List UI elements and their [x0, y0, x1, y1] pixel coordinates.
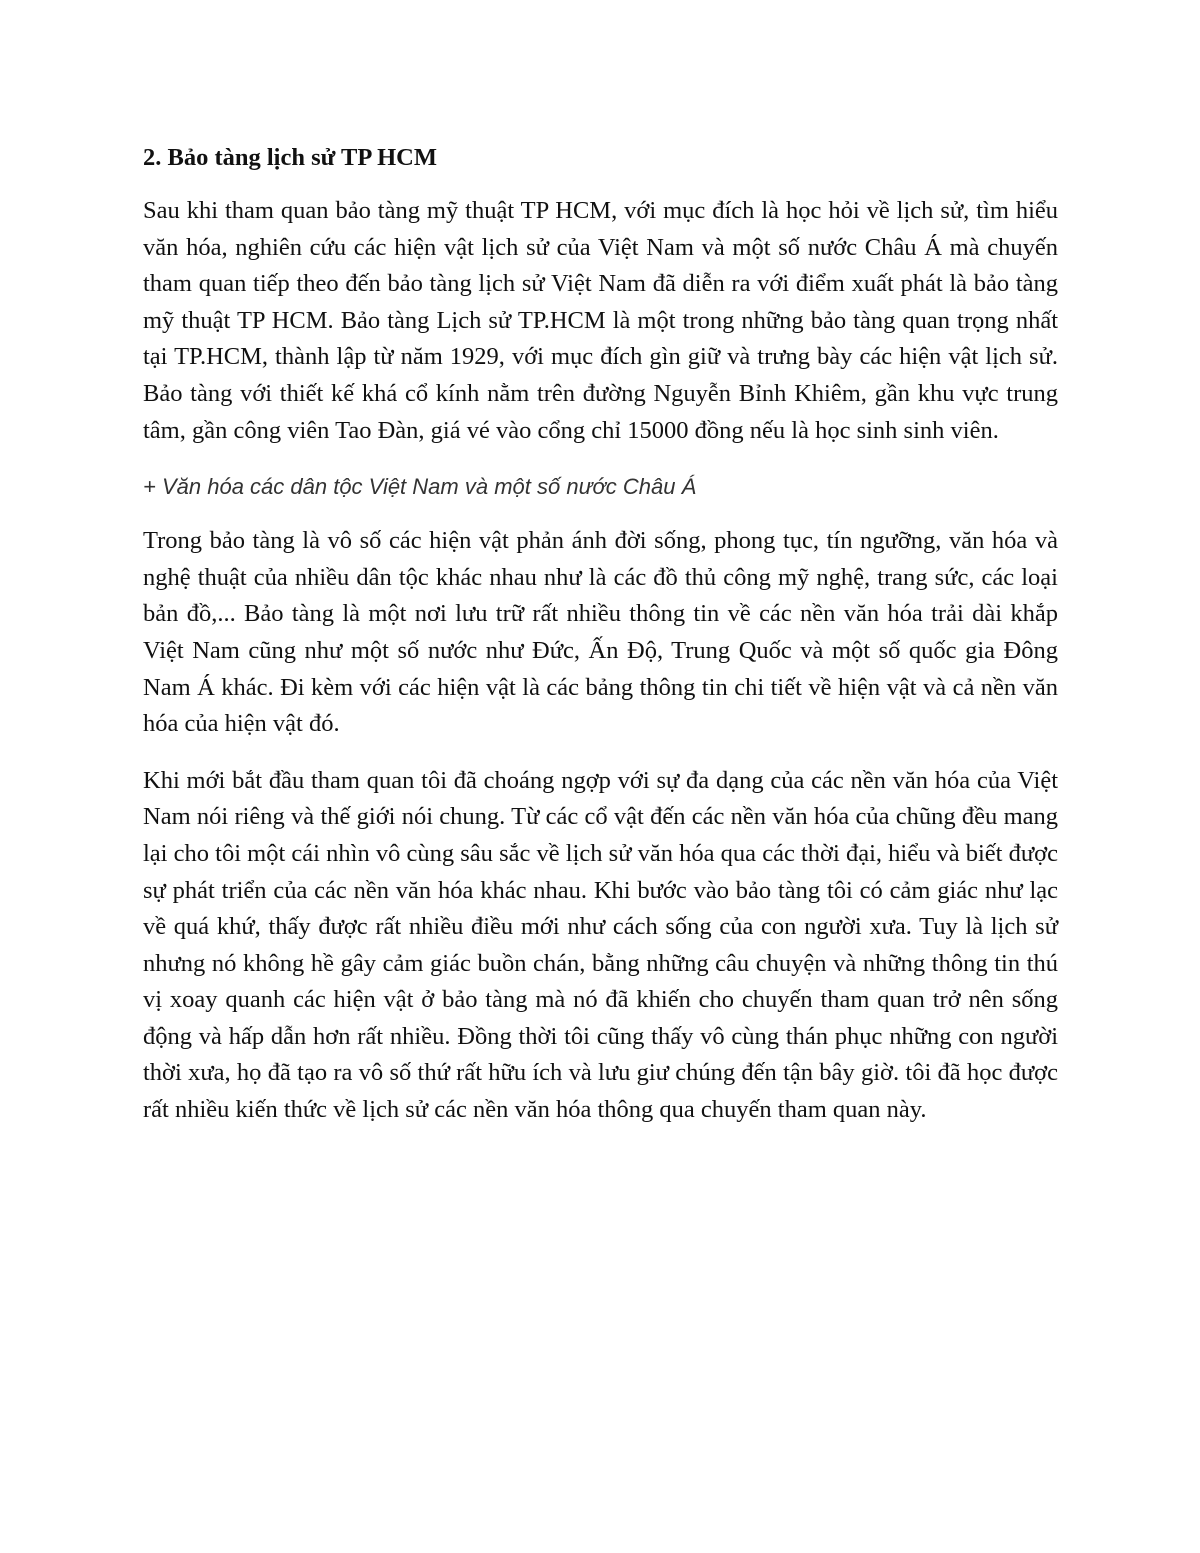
intro-paragraph: Sau khi tham quan bảo tàng mỹ thuật TP HCM, với mục đích là học hỏi về lịch sử, tìm hiểu văn hóa, nghiên cứu các hiện vật lịch sử của Việt Nam và một số nước Châu Á mà chuyến tham quan tiếp theo đến bảo tàng lịch sử Việt Nam đã diễn ra với điểm xuất phát là bảo tàng mỹ thuật TP HCM. Bảo tàng Lịch sử TP.HCM là một trong những bảo tàng quan trọng nhất tại TP.HCM, thành lập từ năm 1929, với mục đích gìn giữ và trưng bày các hiện vật lịch sử. Bảo tàng với thiết kế khá cổ kính nằm trên đường Nguyễn Bỉnh Khiêm, gần khu vực trung tâm, gần công viên Tao Đàn, giá vé vào cổng chỉ 15000 đồng nếu là học sinh sinh viên.: [143, 197, 1058, 444]
document-page: [143, 140, 1058, 1149]
culture-paragraph: Trong bảo tàng là vô số các hiện vật phản ánh đời sống, phong tục, tín ngưỡng, văn hóa và nghệ thuật của nhiều dân tộc khác nhau như là các đồ thủ công mỹ nghệ, trang sức, các loại bản đồ,... Bảo tàng là một nơi lưu trữ rất nhiều thông tin về các nền văn hóa trải dài khắp Việt Nam cũng như một số nước như Đức, Ấn Độ, Trung Quốc và một số quốc gia Đông Nam Á khác. Đi kèm với các hiện vật là các bảng thông tin chi tiết về hiện vật và cả nền văn hóa của hiện vật đó.: [143, 527, 1058, 738]
subsection-heading: + Văn hóa các dân tộc Việt Nam và một số nước Châu Á: [143, 474, 697, 500]
section-heading: 2. Bảo tàng lịch sử TP HCM: [143, 144, 437, 171]
impression-paragraph: Khi mới bắt đầu tham quan tôi đã choáng ngợp với sự đa dạng của các nền văn hóa của Việt Nam nói riêng và thế giới nói chung. Từ các cổ vật đến các nền văn hóa của chũng đều mang lại cho tôi một cái nhìn vô cùng sâu sắc về lịch sử văn hóa qua các thời đại, hiểu và biết được sự phát triển của các nền văn hóa khác nhau. Khi bước vào bảo tàng tôi có cảm giác như lạc về quá khứ, thấy được rất nhiều điều mới như cách sống của con người xưa. Tuy là lịch sử nhưng nó không hề gây cảm giác buồn chán, bằng những câu chuyện và những thông tin thú vị xoay quanh các hiện vật ở bảo tàng mà nó đã khiến cho chuyến tham quan trở nên sống động và hấp dẫn hơn rất nhiều. Đồng thời tôi cũng thấy vô cùng thán phục những con người thời xưa, họ đã tạo ra vô số thứ rất hữu ích và lưu giư chúng đến tận bây giờ. tôi đã học được rất nhiều kiến thức về lịch sử các nền văn hóa thông qua chuyến tham quan này.: [143, 766, 1058, 1124]
